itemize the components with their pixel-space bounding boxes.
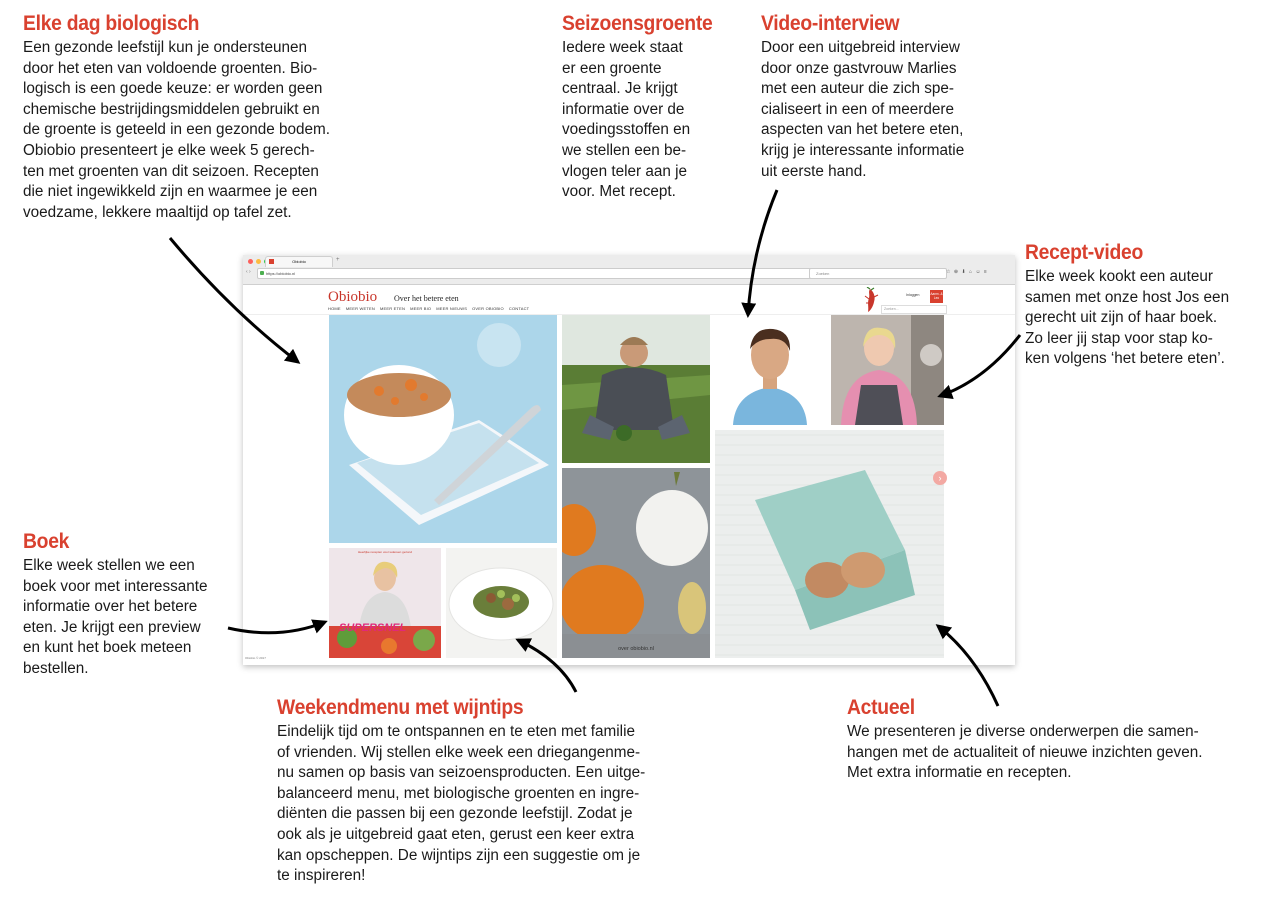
- tile-video-interview[interactable]: [715, 315, 825, 425]
- favicon-icon: [269, 259, 274, 264]
- callout-text: We presenteren je diverse onderwerpen die samen- hangen met de actualiteit of nieuwe inzichten geven. Met extra informatie en recepten.: [847, 723, 1203, 782]
- site-logo[interactable]: Obiobio: [328, 289, 378, 305]
- callout-title: Video-interview: [761, 12, 900, 35]
- salad-image: [446, 548, 557, 658]
- callout-text: Eindelijk tijd om te ontspannen en te eten met familie of vrienden. Wij stellen elke week een driegangenme- nu samen op basis van seizoensproducten. Een uitge- balanceerd menu, met biologische groenten en ingre- diënten die passen bij een gezonde leefstijl. Zodat je ook als je uitgebreid gaat eten, gerust een keer extra kan opscheppen. De wijntips zijn een suggestie om je te inspireren!: [277, 723, 646, 885]
- callout-text: Elke week kookt een auteur samen met onze host Jos een gerecht uit zijn of haar boek. Zo leer jij stap voor stap ko- ken volgens ‘het betere eten’.: [1025, 268, 1230, 368]
- tile-seizoensgroente[interactable]: [562, 315, 710, 463]
- site-copyright: Obiobio © 2017: [245, 656, 266, 660]
- author-portrait-image: [715, 315, 825, 425]
- nav-over-obiobio[interactable]: OVER OBIOBIO: [472, 306, 504, 311]
- eggs-image: [715, 430, 944, 658]
- book-title: SUPERSNEL: [339, 622, 407, 634]
- callout-video-interview: [761, 12, 1001, 182]
- tile-over-obiobio[interactable]: [562, 468, 710, 658]
- nav-meer-weten[interactable]: MEER WETEN: [345, 306, 375, 311]
- callout-actueel: [847, 696, 1247, 784]
- site-tagline: Over het betere eten: [394, 294, 459, 303]
- tile-caption: over obiobio.nl: [618, 646, 654, 652]
- callout-title: Weekendmenu met wijntips: [277, 696, 524, 719]
- callout-title: Seizoensgroente: [562, 12, 713, 35]
- address-bar[interactable]: [257, 268, 815, 279]
- tile-weekendmenu[interactable]: [446, 548, 557, 658]
- site-nav: [328, 306, 529, 311]
- cooking-host-image: [831, 315, 944, 425]
- nav-home[interactable]: HOME: [328, 306, 341, 311]
- callout-seizoensgroente: [562, 12, 732, 203]
- tile-actueel[interactable]: [715, 430, 944, 658]
- callout-boek: [23, 530, 233, 680]
- book-cover-image: [329, 548, 441, 658]
- callout-text: Een gezonde leefstijl kun je ondersteunen door het eten van voldoende groenten. Bio- logisch is een goede keuze: er worden geen chemische bestrijdingsmiddelen gebruikt en de groente is geteeld in een gezonde bodem. Obiobio presenteert je elke week 5 gerech- ten met groenten van dit seizoen. Recepten die niet ingewikkeld zijn en waarmee je een voedzame, lekkere maaltijd op tafel zet.: [23, 39, 331, 221]
- tile-recept-video[interactable]: [831, 315, 944, 425]
- minimize-dot[interactable]: [256, 259, 261, 264]
- toolbar-icons[interactable]: ☆ ⊕ ⬇ ⌂ ☺ ≡: [946, 269, 988, 275]
- callout-title: Actueel: [847, 696, 915, 719]
- callout-elke-dag-biologisch: [23, 12, 353, 223]
- close-dot[interactable]: [248, 259, 253, 264]
- nav-meer-nieuws[interactable]: MEER NIEUWS: [436, 306, 468, 311]
- browser-search-input[interactable]: Zoeken: [809, 268, 947, 279]
- new-tab-button[interactable]: +: [336, 257, 340, 263]
- nav-back-forward-icon[interactable]: ‹ ›: [246, 269, 251, 275]
- callout-text: Iedere week staat er een groente centraal. Je krijgt informatie over de voedingsstoffen en we stellen een be- vlogen teler aan je voor. Met recept.: [562, 39, 691, 201]
- tile-boek[interactable]: [329, 548, 441, 658]
- carousel-next-button[interactable]: ›: [933, 471, 947, 485]
- callout-weekendmenu: [277, 696, 677, 887]
- browser-chrome: [243, 255, 1015, 285]
- chili-logo-icon: [861, 287, 881, 313]
- nav-meer-bio[interactable]: MEER BIO: [410, 306, 432, 311]
- login-link[interactable]: Inloggen: [906, 293, 920, 297]
- callout-title: Elke dag biologisch: [23, 12, 200, 35]
- site-search-input[interactable]: Zoeken...: [881, 305, 947, 314]
- tab-title: Obiobio: [292, 259, 306, 264]
- callout-title: Recept-video: [1025, 241, 1144, 264]
- site-header: [328, 289, 943, 314]
- callout-text: Elke week stellen we een boek voor met interessante informatie over het betere eten. Je krijgt een preview en kunt het boek meteen bestellen.: [23, 557, 208, 677]
- farmer-image: [562, 315, 710, 463]
- browser-tab[interactable]: [265, 256, 333, 267]
- tile-recipe-main[interactable]: [329, 315, 557, 543]
- dish-image: [329, 315, 557, 543]
- browser-window: [243, 255, 1015, 665]
- callout-recept-video: [1025, 241, 1265, 370]
- lock-icon: [260, 271, 264, 275]
- nav-meer-eten[interactable]: MEER ETEN: [379, 306, 406, 311]
- callout-title: Boek: [23, 530, 70, 553]
- url-text: https://obiobio.nl: [266, 271, 296, 276]
- nav-contact[interactable]: CONTACT: [508, 306, 530, 311]
- callout-text: Door een uitgebreid interview door onze gastvrouw Marlies met een auteur die zich spe- cialiseert in een of meerdere aspecten van het betere eten, krijg je interessante informatie uit eerste hand.: [761, 39, 965, 180]
- book-header: Heerlijke recepten voor iedereen gezond: [357, 550, 413, 554]
- signup-button[interactable]: Aanm. & Leo: [930, 290, 943, 303]
- pumpkins-image: [562, 468, 710, 658]
